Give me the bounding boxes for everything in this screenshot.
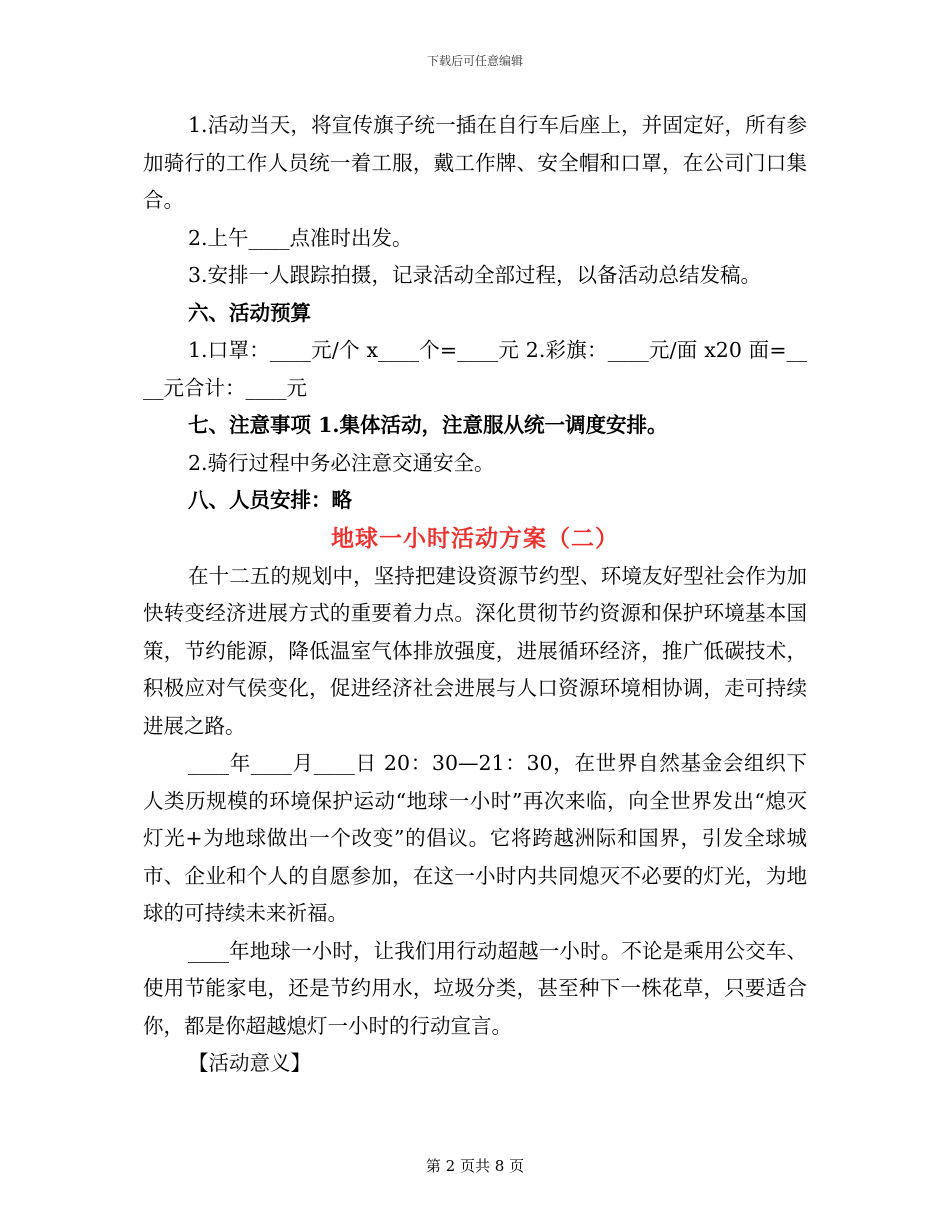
paragraph-budget-items: 1.口罩：____元/个 x____个=____元 2.彩旗：____元/面 x20 面=____元合计：____元 <box>143 338 807 400</box>
paragraph-photography: 3.安排一人跟踪拍摄，记录活动全部过程，以备活动总结发稿。 <box>188 263 762 287</box>
paragraph-earth-hour-action: ____年地球一小时，让我们用行动超越一小时。不论是乘用公交车、使用节能家电，还是节约用水，垃圾分类，甚至种下一株花草，只要适合你，都是你超越熄灯一小时的行动宣言。 <box>143 938 807 1038</box>
paragraph-traffic-safety: 2.骑行过程中务必注意交通安全。 <box>188 450 495 475</box>
heading-activity-meaning: 【活动意义】 <box>188 1051 311 1075</box>
page-number: 第 2 页共 8 页 <box>425 1157 525 1175</box>
paragraph-departure-time: 2.上午____点准时出发。 <box>188 225 413 250</box>
paragraph-five-year-plan: 在十二五的规划中，坚持把建设资源节约型、环境友好型社会作为加快转变经济进展方式的重要着力点。深化贯彻节约资源和保护环境基本国策，节约能源，降低温室气体排放强度，进展循环经济，推广低碳技术，积极应对气侯变化，促进经济社会进展与人口资源环境相协调，走可持续进展之路。 <box>143 563 807 738</box>
paragraph-activity-day: 1.活动当天，将宣传旗子统一插在自行车后座上，并固定好，所有参加骑行的工作人员统一着工服，戴工作牌、安全帽和口罩，在公司门口集合。 <box>143 113 807 212</box>
heading-budget: 六、活动预算 <box>188 300 311 325</box>
section-title: 地球一小时活动方案（二） <box>331 524 619 552</box>
heading-staff: 八、人员安排：略 <box>188 488 352 512</box>
paragraph-earth-hour-intro: ____年____月____日 20：30—21：30，在世界自然基金会组织下人类历规模的环境保护运动“地球一小时”再次来临，向全世界发出“熄灭灯光+为地球做出一个改变”的倡议。它将跨越洲际和国界，引发全球城市、企业和个人的自愿参加，在这一小时内共同熄灭不必要的灯光，为地球的可持续未来祈福。 <box>143 751 807 925</box>
document-body <box>143 107 807 1083</box>
download-note: 下载后可任意编辑 <box>426 54 523 68</box>
heading-notes: 七、注意事项 1.集体活动，注意服从统一调度安排。 <box>188 413 668 437</box>
